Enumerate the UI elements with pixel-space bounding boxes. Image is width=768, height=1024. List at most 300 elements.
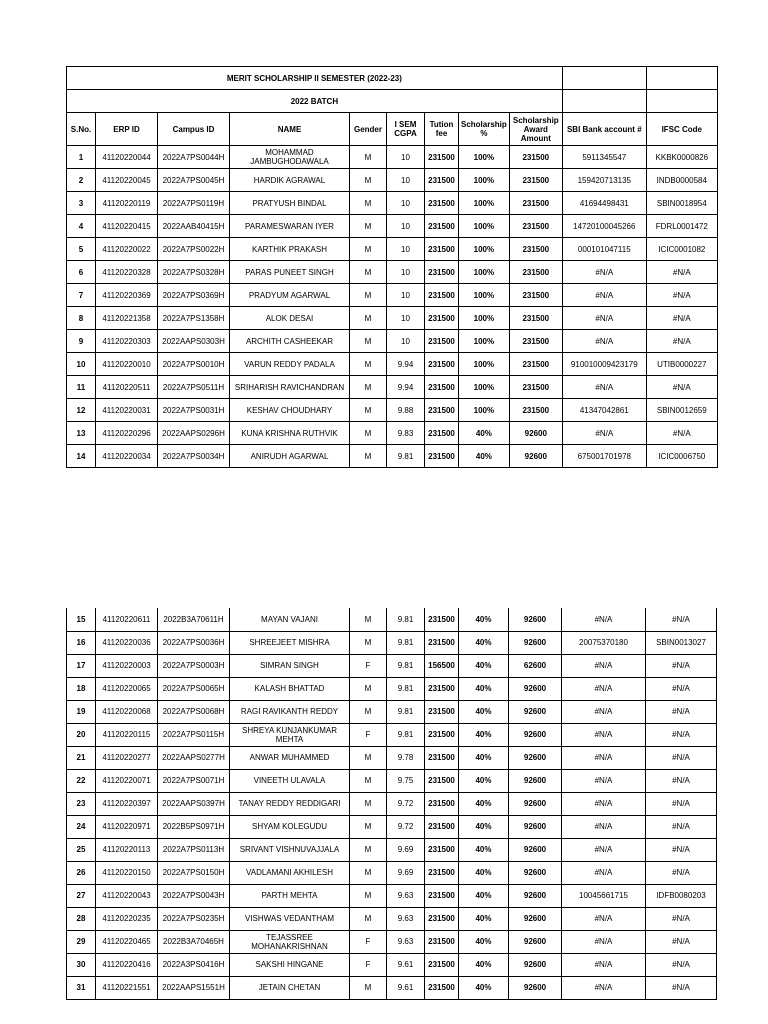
cell-erp-id: 41120220328 xyxy=(96,261,158,284)
cell-bank-account: #N/A xyxy=(562,422,646,445)
cell-scholarship-percent: 100% xyxy=(459,192,510,215)
cell-award-amount: 231500 xyxy=(509,307,562,330)
cell-erp-id: 41120220369 xyxy=(96,284,158,307)
cell-campus-id: 2022AAB40415H xyxy=(158,215,230,238)
cell-ifsc: #N/A xyxy=(646,677,717,700)
cell-bank-account: 41694498431 xyxy=(562,192,646,215)
cell-bank-account: #N/A xyxy=(562,792,646,815)
cell-gender: M xyxy=(350,330,387,353)
cell-scholarship-percent: 40% xyxy=(459,631,509,654)
cell-award-amount: 92600 xyxy=(509,677,562,700)
cell-gender: M xyxy=(350,445,387,468)
cell-erp-id: 41120220115 xyxy=(96,723,158,746)
cell-tuition-fee: 231500 xyxy=(425,815,459,838)
cell-campus-id: 2022A7PS0235H xyxy=(158,907,230,930)
cell-name: PRADYUM AGARWAL xyxy=(230,284,350,307)
cell-bank-account: #N/A xyxy=(562,700,646,723)
cell-tuition-fee: 231500 xyxy=(425,838,459,861)
cell-scholarship-percent: 40% xyxy=(459,976,509,999)
cell-campus-id: 2022B5PS0971H xyxy=(158,815,230,838)
cell-award-amount: 92600 xyxy=(509,608,562,631)
cell-erp-id: 41120220511 xyxy=(96,376,158,399)
cell-award-amount: 231500 xyxy=(509,330,562,353)
cell-erp-id: 41120220150 xyxy=(96,861,158,884)
cell-award-amount: 62600 xyxy=(509,654,562,677)
cell-sno: 26 xyxy=(67,861,96,884)
cell-tuition-fee: 231500 xyxy=(425,953,459,976)
cell-bank-account: #N/A xyxy=(562,907,646,930)
table-row xyxy=(67,631,717,654)
cell-ifsc: #N/A xyxy=(646,907,717,930)
cell-name: ANWAR MUHAMMED xyxy=(230,746,350,769)
cell-scholarship-percent: 40% xyxy=(459,654,509,677)
cell-sno: 4 xyxy=(67,215,96,238)
cell-scholarship-percent: 40% xyxy=(459,769,509,792)
table-row xyxy=(67,422,718,445)
cell-name: VINEETH ULAVALA xyxy=(230,769,350,792)
cell-scholarship-percent: 100% xyxy=(459,399,510,422)
cell-bank-account: 159420713135 xyxy=(562,169,646,192)
cell-campus-id: 2022A7PS0010H xyxy=(158,353,230,376)
cell-sno: 25 xyxy=(67,838,96,861)
cell-cgpa: 10 xyxy=(387,284,425,307)
cell-scholarship-percent: 100% xyxy=(459,284,510,307)
cell-tuition-fee: 231500 xyxy=(425,723,459,746)
cell-name: SRIHARISH RAVICHANDRAN xyxy=(230,376,350,399)
cell-tuition-fee: 231500 xyxy=(425,215,459,238)
cell-sno: 20 xyxy=(67,723,96,746)
cell-gender: M xyxy=(350,769,387,792)
cell-bank-account: #N/A xyxy=(562,284,646,307)
cell-award-amount: 231500 xyxy=(509,192,562,215)
cell-award-amount: 231500 xyxy=(509,284,562,307)
cell-tuition-fee: 231500 xyxy=(425,169,459,192)
cell-gender: M xyxy=(350,284,387,307)
cell-award-amount: 231500 xyxy=(509,169,562,192)
cell-campus-id: 2022A7PS0068H xyxy=(158,700,230,723)
cell-cgpa: 10 xyxy=(387,261,425,284)
table-row xyxy=(67,861,717,884)
table-title: MERIT SCHOLARSHIP II SEMESTER (2022-23) xyxy=(67,67,563,90)
table-row xyxy=(67,769,717,792)
cell-bank-account: #N/A xyxy=(562,838,646,861)
cell-sno: 23 xyxy=(67,792,96,815)
cell-gender: M xyxy=(350,238,387,261)
cell-bank-account: #N/A xyxy=(562,307,646,330)
cell-sno: 19 xyxy=(67,700,96,723)
cell-erp-id: 41120220465 xyxy=(96,930,158,953)
cell-bank-account: 5911345547 xyxy=(562,146,646,169)
cell-ifsc: SBIN0013027 xyxy=(646,631,717,654)
header-gender: Gender xyxy=(350,113,387,146)
cell-ifsc: FDRL0001472 xyxy=(646,215,717,238)
cell-gender: F xyxy=(350,654,387,677)
cell-ifsc: KKBK0000826 xyxy=(646,146,717,169)
cell-ifsc: #N/A xyxy=(646,422,717,445)
cell-bank-account: 675001701978 xyxy=(562,445,646,468)
table-row xyxy=(67,238,718,261)
cell-name: VISHWAS VEDANTHAM xyxy=(230,907,350,930)
cell-tuition-fee: 231500 xyxy=(425,353,459,376)
cell-erp-id: 41120220068 xyxy=(96,700,158,723)
cell-tuition-fee: 231500 xyxy=(425,976,459,999)
cell-award-amount: 92600 xyxy=(509,930,562,953)
cell-name: SIMRAN SINGH xyxy=(230,654,350,677)
cell-sno: 17 xyxy=(67,654,96,677)
cell-ifsc: #N/A xyxy=(646,307,717,330)
cell-erp-id: 41120220397 xyxy=(96,792,158,815)
cell-bank-account: #N/A xyxy=(562,746,646,769)
cell-ifsc: #N/A xyxy=(646,700,717,723)
cell-sno: 12 xyxy=(67,399,96,422)
table-row xyxy=(67,976,717,999)
cell-erp-id: 41120220044 xyxy=(96,146,158,169)
cell-tuition-fee: 231500 xyxy=(425,792,459,815)
cell-name: ANIRUDH AGARWAL xyxy=(230,445,350,468)
cell-erp-id: 41120220003 xyxy=(96,654,158,677)
cell-name: TANAY REDDY REDDIGARI xyxy=(230,792,350,815)
cell-scholarship-percent: 100% xyxy=(459,146,510,169)
cell-sno: 24 xyxy=(67,815,96,838)
table-row xyxy=(67,953,717,976)
header-ifsc: IFSC Code xyxy=(646,113,717,146)
cell-sno: 21 xyxy=(67,746,96,769)
cell-sno: 7 xyxy=(67,284,96,307)
cell-tuition-fee: 231500 xyxy=(425,146,459,169)
cell-campus-id: 2022B3A70465H xyxy=(158,930,230,953)
cell-ifsc: #N/A xyxy=(646,723,717,746)
cell-award-amount: 231500 xyxy=(509,353,562,376)
cell-award-amount: 92600 xyxy=(509,861,562,884)
cell-erp-id: 41120220303 xyxy=(96,330,158,353)
cell-scholarship-percent: 40% xyxy=(459,953,509,976)
cell-gender: F xyxy=(350,953,387,976)
cell-gender: F xyxy=(350,930,387,953)
cell-tuition-fee: 231500 xyxy=(425,677,459,700)
cell-tuition-fee: 231500 xyxy=(425,608,459,631)
cell-ifsc: #N/A xyxy=(646,930,717,953)
cell-name: PARTH MEHTA xyxy=(230,884,350,907)
table-row xyxy=(67,445,718,468)
cell-gender: M xyxy=(350,399,387,422)
cell-tuition-fee: 156500 xyxy=(425,654,459,677)
cell-gender: M xyxy=(350,677,387,700)
cell-gender: M xyxy=(350,631,387,654)
cell-erp-id: 41120220611 xyxy=(96,608,158,631)
cell-campus-id: 2022A7PS0119H xyxy=(158,192,230,215)
cell-erp-id: 41120220034 xyxy=(96,445,158,468)
cell-name: KESHAV CHOUDHARY xyxy=(230,399,350,422)
cell-gender: M xyxy=(350,976,387,999)
table-row xyxy=(67,907,717,930)
cell-erp-id: 41120220235 xyxy=(96,907,158,930)
cell-campus-id: 2022A7PS0113H xyxy=(158,838,230,861)
cell-campus-id: 2022AAPS0277H xyxy=(158,746,230,769)
cell-sno: 30 xyxy=(67,953,96,976)
cell-award-amount: 92600 xyxy=(509,815,562,838)
cell-award-amount: 92600 xyxy=(509,631,562,654)
cell-bank-account: 14720100045266 xyxy=(562,215,646,238)
cell-scholarship-percent: 40% xyxy=(459,746,509,769)
cell-bank-account: 41347042861 xyxy=(562,399,646,422)
cell-scholarship-percent: 100% xyxy=(459,353,510,376)
cell-award-amount: 92600 xyxy=(509,746,562,769)
cell-bank-account: #N/A xyxy=(562,261,646,284)
cell-gender: M xyxy=(350,907,387,930)
cell-cgpa: 9.78 xyxy=(387,746,425,769)
cell-cgpa: 9.94 xyxy=(387,376,425,399)
cell-gender: M xyxy=(350,261,387,284)
cell-ifsc: #N/A xyxy=(646,284,717,307)
cell-scholarship-percent: 40% xyxy=(459,445,510,468)
cell-bank-account: #N/A xyxy=(562,861,646,884)
cell-bank-account: #N/A xyxy=(562,376,646,399)
cell-ifsc: #N/A xyxy=(646,815,717,838)
cell-campus-id: 2022B3A70611H xyxy=(158,608,230,631)
table-row xyxy=(67,838,717,861)
cell-gender: M xyxy=(350,353,387,376)
empty-cell xyxy=(562,67,646,90)
cell-cgpa: 9.69 xyxy=(387,838,425,861)
cell-campus-id: 2022A7PS1358H xyxy=(158,307,230,330)
cell-campus-id: 2022A7PS0036H xyxy=(158,631,230,654)
cell-sno: 22 xyxy=(67,769,96,792)
cell-campus-id: 2022A7PS0065H xyxy=(158,677,230,700)
cell-name: SHREEJEET MISHRA xyxy=(230,631,350,654)
cell-bank-account: 10045661715 xyxy=(562,884,646,907)
cell-sno: 31 xyxy=(67,976,96,999)
cell-name: ALOK DESAI xyxy=(230,307,350,330)
table-row xyxy=(67,723,717,746)
cell-gender: M xyxy=(350,838,387,861)
cell-cgpa: 9.75 xyxy=(387,769,425,792)
cell-name: SRIVANT VISHNUVAJJALA xyxy=(230,838,350,861)
cell-gender: M xyxy=(350,815,387,838)
cell-name: JETAIN CHETAN xyxy=(230,976,350,999)
cell-scholarship-percent: 40% xyxy=(459,792,509,815)
cell-ifsc: #N/A xyxy=(646,953,717,976)
cell-sno: 11 xyxy=(67,376,96,399)
cell-tuition-fee: 231500 xyxy=(425,376,459,399)
cell-campus-id: 2022AAPS0296H xyxy=(158,422,230,445)
cell-tuition-fee: 231500 xyxy=(425,700,459,723)
cell-cgpa: 10 xyxy=(387,215,425,238)
header-bank-account: SBI Bank account # xyxy=(562,113,646,146)
cell-erp-id: 41120220071 xyxy=(96,769,158,792)
cell-ifsc: UTIB0000227 xyxy=(646,353,717,376)
scholarship-table-page-1 xyxy=(66,66,718,468)
cell-ifsc: #N/A xyxy=(646,976,717,999)
cell-campus-id: 2022A7PS0022H xyxy=(158,238,230,261)
cell-cgpa: 9.69 xyxy=(387,861,425,884)
cell-bank-account: 20075370180 xyxy=(562,631,646,654)
cell-scholarship-percent: 40% xyxy=(459,815,509,838)
table-row xyxy=(67,146,718,169)
table-row xyxy=(67,284,718,307)
cell-campus-id: 2022A7PS0043H xyxy=(158,884,230,907)
cell-cgpa: 10 xyxy=(387,192,425,215)
cell-scholarship-percent: 100% xyxy=(459,376,510,399)
cell-award-amount: 231500 xyxy=(509,215,562,238)
cell-ifsc: INDB0000584 xyxy=(646,169,717,192)
cell-erp-id: 41120220036 xyxy=(96,631,158,654)
cell-sno: 28 xyxy=(67,907,96,930)
cell-cgpa: 10 xyxy=(387,307,425,330)
cell-ifsc: #N/A xyxy=(646,746,717,769)
table-row xyxy=(67,608,717,631)
cell-campus-id: 2022A7PS0511H xyxy=(158,376,230,399)
cell-sno: 2 xyxy=(67,169,96,192)
cell-scholarship-percent: 40% xyxy=(459,861,509,884)
cell-erp-id: 41120221358 xyxy=(96,307,158,330)
cell-erp-id: 41120220043 xyxy=(96,884,158,907)
cell-sno: 3 xyxy=(67,192,96,215)
header-cgpa: I SEM CGPA xyxy=(387,113,425,146)
cell-scholarship-percent: 40% xyxy=(459,700,509,723)
cell-campus-id: 2022A7PS0150H xyxy=(158,861,230,884)
cell-ifsc: #N/A xyxy=(646,608,717,631)
cell-bank-account: #N/A xyxy=(562,654,646,677)
header-erp-id: ERP ID xyxy=(96,113,158,146)
cell-ifsc: SBIN0012659 xyxy=(646,399,717,422)
cell-award-amount: 92600 xyxy=(509,884,562,907)
cell-ifsc: #N/A xyxy=(646,376,717,399)
cell-campus-id: 2022A7PS0003H xyxy=(158,654,230,677)
cell-award-amount: 92600 xyxy=(509,953,562,976)
cell-tuition-fee: 231500 xyxy=(425,192,459,215)
cell-bank-account: #N/A xyxy=(562,976,646,999)
cell-scholarship-percent: 100% xyxy=(459,169,510,192)
table-row xyxy=(67,884,717,907)
cell-tuition-fee: 231500 xyxy=(425,238,459,261)
cell-sno: 16 xyxy=(67,631,96,654)
cell-cgpa: 9.72 xyxy=(387,792,425,815)
cell-award-amount: 231500 xyxy=(509,146,562,169)
cell-cgpa: 9.81 xyxy=(387,723,425,746)
cell-scholarship-percent: 100% xyxy=(459,238,510,261)
empty-cell xyxy=(562,90,646,113)
cell-gender: M xyxy=(350,146,387,169)
cell-gender: M xyxy=(350,792,387,815)
cell-tuition-fee: 231500 xyxy=(425,746,459,769)
cell-tuition-fee: 231500 xyxy=(425,930,459,953)
cell-gender: M xyxy=(350,215,387,238)
cell-scholarship-percent: 100% xyxy=(459,215,510,238)
table-row xyxy=(67,700,717,723)
cell-cgpa: 9.88 xyxy=(387,399,425,422)
cell-erp-id: 41120220416 xyxy=(96,953,158,976)
cell-cgpa: 9.94 xyxy=(387,353,425,376)
cell-name: VADLAMANI AKHILESH xyxy=(230,861,350,884)
table-row xyxy=(67,307,718,330)
cell-name: ARCHITH CASHEEKAR xyxy=(230,330,350,353)
cell-sno: 5 xyxy=(67,238,96,261)
cell-ifsc: IDFB0080203 xyxy=(646,884,717,907)
cell-award-amount: 92600 xyxy=(509,422,562,445)
cell-gender: M xyxy=(350,884,387,907)
cell-bank-account: #N/A xyxy=(562,769,646,792)
cell-award-amount: 231500 xyxy=(509,238,562,261)
cell-scholarship-percent: 40% xyxy=(459,838,509,861)
cell-cgpa: 9.81 xyxy=(387,700,425,723)
cell-cgpa: 9.83 xyxy=(387,422,425,445)
header-campus-id: Campus ID xyxy=(158,113,230,146)
cell-cgpa: 9.63 xyxy=(387,930,425,953)
cell-gender: M xyxy=(350,192,387,215)
cell-award-amount: 92600 xyxy=(509,907,562,930)
cell-sno: 13 xyxy=(67,422,96,445)
cell-erp-id: 41120220113 xyxy=(96,838,158,861)
cell-cgpa: 9.63 xyxy=(387,907,425,930)
cell-cgpa: 10 xyxy=(387,169,425,192)
cell-campus-id: 2022A7PS0369H xyxy=(158,284,230,307)
cell-ifsc: #N/A xyxy=(646,330,717,353)
cell-name: MOHAMMAD JAMBUGHODAWALA xyxy=(230,146,350,169)
cell-gender: F xyxy=(350,723,387,746)
table-row xyxy=(67,930,717,953)
cell-tuition-fee: 231500 xyxy=(425,261,459,284)
cell-campus-id: 2022A7PS0031H xyxy=(158,399,230,422)
cell-campus-id: 2022AAPS0397H xyxy=(158,792,230,815)
table-row xyxy=(67,353,718,376)
cell-cgpa: 9.81 xyxy=(387,677,425,700)
cell-cgpa: 9.81 xyxy=(387,608,425,631)
cell-erp-id: 41120220415 xyxy=(96,215,158,238)
header-name: NAME xyxy=(230,113,350,146)
header-sno: S.No. xyxy=(67,113,96,146)
cell-tuition-fee: 231500 xyxy=(425,422,459,445)
cell-award-amount: 231500 xyxy=(509,376,562,399)
table-body-page-1 xyxy=(67,146,718,468)
table-row xyxy=(67,815,717,838)
cell-cgpa: 9.81 xyxy=(387,445,425,468)
cell-cgpa: 10 xyxy=(387,238,425,261)
cell-name: VARUN REDDY PADALA xyxy=(230,353,350,376)
cell-cgpa: 9.81 xyxy=(387,631,425,654)
cell-campus-id: 2022A3PS0416H xyxy=(158,953,230,976)
cell-cgpa: 9.61 xyxy=(387,953,425,976)
cell-erp-id: 41120220031 xyxy=(96,399,158,422)
cell-tuition-fee: 231500 xyxy=(425,631,459,654)
cell-award-amount: 92600 xyxy=(509,723,562,746)
cell-tuition-fee: 231500 xyxy=(425,884,459,907)
cell-bank-account: #N/A xyxy=(562,953,646,976)
cell-gender: M xyxy=(350,746,387,769)
cell-tuition-fee: 231500 xyxy=(425,769,459,792)
cell-gender: M xyxy=(350,307,387,330)
cell-bank-account: 000101047115 xyxy=(562,238,646,261)
cell-gender: M xyxy=(350,608,387,631)
cell-gender: M xyxy=(350,422,387,445)
header-scholarship-percent: Scholarship % xyxy=(459,113,510,146)
cell-name: SHREYA KUNJANKUMAR MEHTA xyxy=(230,723,350,746)
cell-gender: M xyxy=(350,700,387,723)
cell-name: MAYAN VAJANI xyxy=(230,608,350,631)
cell-campus-id: 2022AAPS0303H xyxy=(158,330,230,353)
cell-gender: M xyxy=(350,169,387,192)
table-row xyxy=(67,399,718,422)
cell-cgpa: 9.81 xyxy=(387,654,425,677)
cell-scholarship-percent: 40% xyxy=(459,608,509,631)
cell-scholarship-percent: 40% xyxy=(459,907,509,930)
cell-sno: 10 xyxy=(67,353,96,376)
cell-bank-account: #N/A xyxy=(562,677,646,700)
cell-campus-id: 2022A7PS0044H xyxy=(158,146,230,169)
cell-bank-account: #N/A xyxy=(562,815,646,838)
cell-scholarship-percent: 100% xyxy=(459,330,510,353)
cell-scholarship-percent: 40% xyxy=(459,422,510,445)
cell-tuition-fee: 231500 xyxy=(425,330,459,353)
